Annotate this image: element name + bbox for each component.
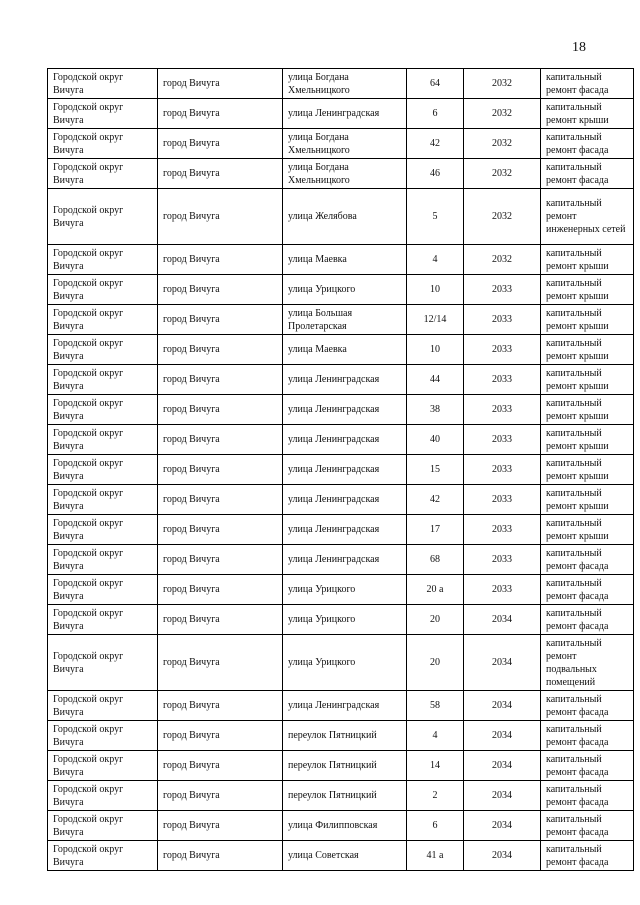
city-cell: город Вичуга — [158, 691, 283, 721]
street-cell: улица Желябова — [283, 189, 407, 245]
table-row — [48, 485, 634, 515]
city-cell: город Вичуга — [158, 129, 283, 159]
house-number-cell: 20 а — [407, 575, 464, 605]
city-cell: город Вичуга — [158, 245, 283, 275]
table-row — [48, 129, 634, 159]
street-cell: улица Урицкого — [283, 605, 407, 635]
house-number-cell: 41 а — [407, 841, 464, 871]
work-type-cell: капитальный ремонт фасада — [541, 129, 634, 159]
year-cell: 2033 — [464, 365, 541, 395]
work-type-cell: капитальный ремонт фасада — [541, 545, 634, 575]
page-number: 18 — [572, 40, 586, 55]
repair-schedule-table — [47, 68, 634, 871]
work-type-cell: капитальный ремонт крыши — [541, 455, 634, 485]
work-type-cell: капитальный ремонт крыши — [541, 275, 634, 305]
table-row — [48, 335, 634, 365]
year-cell: 2034 — [464, 721, 541, 751]
house-number-cell: 14 — [407, 751, 464, 781]
table-body — [48, 69, 634, 871]
year-cell: 2033 — [464, 335, 541, 365]
table-row — [48, 99, 634, 129]
municipality-cell: Городской округ Вичуга — [48, 275, 158, 305]
work-type-cell: капитальный ремонт крыши — [541, 335, 634, 365]
work-type-cell: капитальный ремонт фасада — [541, 69, 634, 99]
municipality-cell: Городской округ Вичуга — [48, 245, 158, 275]
street-cell: улица Урицкого — [283, 275, 407, 305]
city-cell: город Вичуга — [158, 69, 283, 99]
street-cell: улица Ленинградская — [283, 395, 407, 425]
municipality-cell: Городской округ Вичуга — [48, 485, 158, 515]
year-cell: 2034 — [464, 605, 541, 635]
city-cell: город Вичуга — [158, 575, 283, 605]
municipality-cell: Городской округ Вичуга — [48, 305, 158, 335]
table-row — [48, 515, 634, 545]
house-number-cell: 38 — [407, 395, 464, 425]
municipality-cell: Городской округ Вичуга — [48, 129, 158, 159]
street-cell: улица Ленинградская — [283, 99, 407, 129]
year-cell: 2033 — [464, 305, 541, 335]
municipality-cell: Городской округ Вичуга — [48, 605, 158, 635]
year-cell: 2032 — [464, 245, 541, 275]
year-cell: 2033 — [464, 275, 541, 305]
city-cell: город Вичуга — [158, 841, 283, 871]
table-row — [48, 365, 634, 395]
municipality-cell: Городской округ Вичуга — [48, 455, 158, 485]
city-cell: город Вичуга — [158, 99, 283, 129]
municipality-cell: Городской округ Вичуга — [48, 635, 158, 691]
house-number-cell: 44 — [407, 365, 464, 395]
year-cell: 2033 — [464, 425, 541, 455]
street-cell: улица Маевка — [283, 335, 407, 365]
street-cell: переулок Пятницкий — [283, 721, 407, 751]
house-number-cell: 6 — [407, 811, 464, 841]
work-type-cell: капитальный ремонт инженерных сетей — [541, 189, 634, 245]
year-cell: 2033 — [464, 485, 541, 515]
table-row — [48, 425, 634, 455]
city-cell: город Вичуга — [158, 721, 283, 751]
house-number-cell: 2 — [407, 781, 464, 811]
house-number-cell: 15 — [407, 455, 464, 485]
year-cell: 2033 — [464, 515, 541, 545]
municipality-cell: Городской округ Вичуга — [48, 781, 158, 811]
house-number-cell: 5 — [407, 189, 464, 245]
table-row — [48, 545, 634, 575]
table-row — [48, 781, 634, 811]
city-cell: город Вичуга — [158, 159, 283, 189]
street-cell: переулок Пятницкий — [283, 751, 407, 781]
year-cell: 2033 — [464, 455, 541, 485]
city-cell: город Вичуга — [158, 635, 283, 691]
municipality-cell: Городской округ Вичуга — [48, 159, 158, 189]
house-number-cell: 12/14 — [407, 305, 464, 335]
table-row — [48, 605, 634, 635]
year-cell: 2034 — [464, 811, 541, 841]
house-number-cell: 4 — [407, 721, 464, 751]
street-cell: переулок Пятницкий — [283, 781, 407, 811]
street-cell: улица Советская — [283, 841, 407, 871]
work-type-cell: капитальный ремонт фасада — [541, 841, 634, 871]
work-type-cell: капитальный ремонт фасада — [541, 751, 634, 781]
municipality-cell: Городской округ Вичуга — [48, 575, 158, 605]
municipality-cell: Городской округ Вичуга — [48, 335, 158, 365]
municipality-cell: Городской округ Вичуга — [48, 395, 158, 425]
table-row — [48, 189, 634, 245]
house-number-cell: 10 — [407, 335, 464, 365]
street-cell: улица Ленинградская — [283, 515, 407, 545]
year-cell: 2034 — [464, 691, 541, 721]
year-cell: 2032 — [464, 69, 541, 99]
city-cell: город Вичуга — [158, 605, 283, 635]
table-row — [48, 841, 634, 871]
table-row — [48, 159, 634, 189]
work-type-cell: капитальный ремонт крыши — [541, 425, 634, 455]
street-cell: улица Ленинградская — [283, 425, 407, 455]
municipality-cell: Городской округ Вичуга — [48, 365, 158, 395]
work-type-cell: капитальный ремонт крыши — [541, 245, 634, 275]
city-cell: город Вичуга — [158, 485, 283, 515]
work-type-cell: капитальный ремонт фасада — [541, 575, 634, 605]
house-number-cell: 4 — [407, 245, 464, 275]
municipality-cell: Городской округ Вичуга — [48, 691, 158, 721]
street-cell: улица Филипповская — [283, 811, 407, 841]
year-cell: 2033 — [464, 545, 541, 575]
street-cell: улица Урицкого — [283, 635, 407, 691]
house-number-cell: 40 — [407, 425, 464, 455]
city-cell: город Вичуга — [158, 275, 283, 305]
house-number-cell: 6 — [407, 99, 464, 129]
city-cell: город Вичуга — [158, 425, 283, 455]
city-cell: город Вичуга — [158, 515, 283, 545]
city-cell: город Вичуга — [158, 395, 283, 425]
table-row — [48, 305, 634, 335]
year-cell: 2032 — [464, 189, 541, 245]
table-row — [48, 69, 634, 99]
municipality-cell: Городской округ Вичуга — [48, 811, 158, 841]
municipality-cell: Городской округ Вичуга — [48, 425, 158, 455]
work-type-cell: капитальный ремонт фасада — [541, 691, 634, 721]
city-cell: город Вичуга — [158, 335, 283, 365]
house-number-cell: 42 — [407, 129, 464, 159]
work-type-cell: капитальный ремонт подвальных помещений — [541, 635, 634, 691]
city-cell: город Вичуга — [158, 305, 283, 335]
street-cell: улица Ленинградская — [283, 691, 407, 721]
year-cell: 2034 — [464, 781, 541, 811]
city-cell: город Вичуга — [158, 811, 283, 841]
municipality-cell: Городской округ Вичуга — [48, 721, 158, 751]
house-number-cell: 58 — [407, 691, 464, 721]
work-type-cell: капитальный ремонт крыши — [541, 515, 634, 545]
work-type-cell: капитальный ремонт крыши — [541, 485, 634, 515]
city-cell: город Вичуга — [158, 781, 283, 811]
year-cell: 2032 — [464, 159, 541, 189]
street-cell: улица Ленинградская — [283, 365, 407, 395]
year-cell: 2034 — [464, 635, 541, 691]
table-row — [48, 575, 634, 605]
city-cell: город Вичуга — [158, 455, 283, 485]
house-number-cell: 68 — [407, 545, 464, 575]
street-cell: улица Маевка — [283, 245, 407, 275]
table-row — [48, 691, 634, 721]
city-cell: город Вичуга — [158, 545, 283, 575]
work-type-cell: капитальный ремонт крыши — [541, 395, 634, 425]
work-type-cell: капитальный ремонт фасада — [541, 721, 634, 751]
municipality-cell: Городской округ Вичуга — [48, 751, 158, 781]
house-number-cell: 64 — [407, 69, 464, 99]
street-cell: улица Богдана Хмельницкого — [283, 69, 407, 99]
work-type-cell: капитальный ремонт фасада — [541, 781, 634, 811]
work-type-cell: капитальный ремонт фасада — [541, 811, 634, 841]
street-cell: улица Ленинградская — [283, 545, 407, 575]
municipality-cell: Городской округ Вичуга — [48, 841, 158, 871]
table-row — [48, 275, 634, 305]
table-row — [48, 245, 634, 275]
house-number-cell: 20 — [407, 605, 464, 635]
house-number-cell: 10 — [407, 275, 464, 305]
city-cell: город Вичуга — [158, 365, 283, 395]
table-row — [48, 811, 634, 841]
street-cell: улица Ленинградская — [283, 485, 407, 515]
work-type-cell: капитальный ремонт крыши — [541, 305, 634, 335]
house-number-cell: 46 — [407, 159, 464, 189]
year-cell: 2033 — [464, 395, 541, 425]
municipality-cell: Городской округ Вичуга — [48, 99, 158, 129]
street-cell: улица Богдана Хмельницкого — [283, 159, 407, 189]
table-row — [48, 455, 634, 485]
municipality-cell: Городской округ Вичуга — [48, 189, 158, 245]
year-cell: 2032 — [464, 129, 541, 159]
municipality-cell: Городской округ Вичуга — [48, 515, 158, 545]
house-number-cell: 42 — [407, 485, 464, 515]
table-row — [48, 721, 634, 751]
year-cell: 2032 — [464, 99, 541, 129]
year-cell: 2034 — [464, 751, 541, 781]
table-row — [48, 635, 634, 691]
year-cell: 2033 — [464, 575, 541, 605]
work-type-cell: капитальный ремонт фасада — [541, 605, 634, 635]
house-number-cell: 17 — [407, 515, 464, 545]
table-row — [48, 395, 634, 425]
work-type-cell: капитальный ремонт крыши — [541, 99, 634, 129]
street-cell: улица Урицкого — [283, 575, 407, 605]
municipality-cell: Городской округ Вичуга — [48, 69, 158, 99]
street-cell: улица Богдана Хмельницкого — [283, 129, 407, 159]
work-type-cell: капитальный ремонт крыши — [541, 365, 634, 395]
city-cell: город Вичуга — [158, 189, 283, 245]
street-cell: улица Большая Пролетарская — [283, 305, 407, 335]
house-number-cell: 20 — [407, 635, 464, 691]
table-row — [48, 751, 634, 781]
city-cell: город Вичуга — [158, 751, 283, 781]
year-cell: 2034 — [464, 841, 541, 871]
work-type-cell: капитальный ремонт фасада — [541, 159, 634, 189]
street-cell: улица Ленинградская — [283, 455, 407, 485]
municipality-cell: Городской округ Вичуга — [48, 545, 158, 575]
